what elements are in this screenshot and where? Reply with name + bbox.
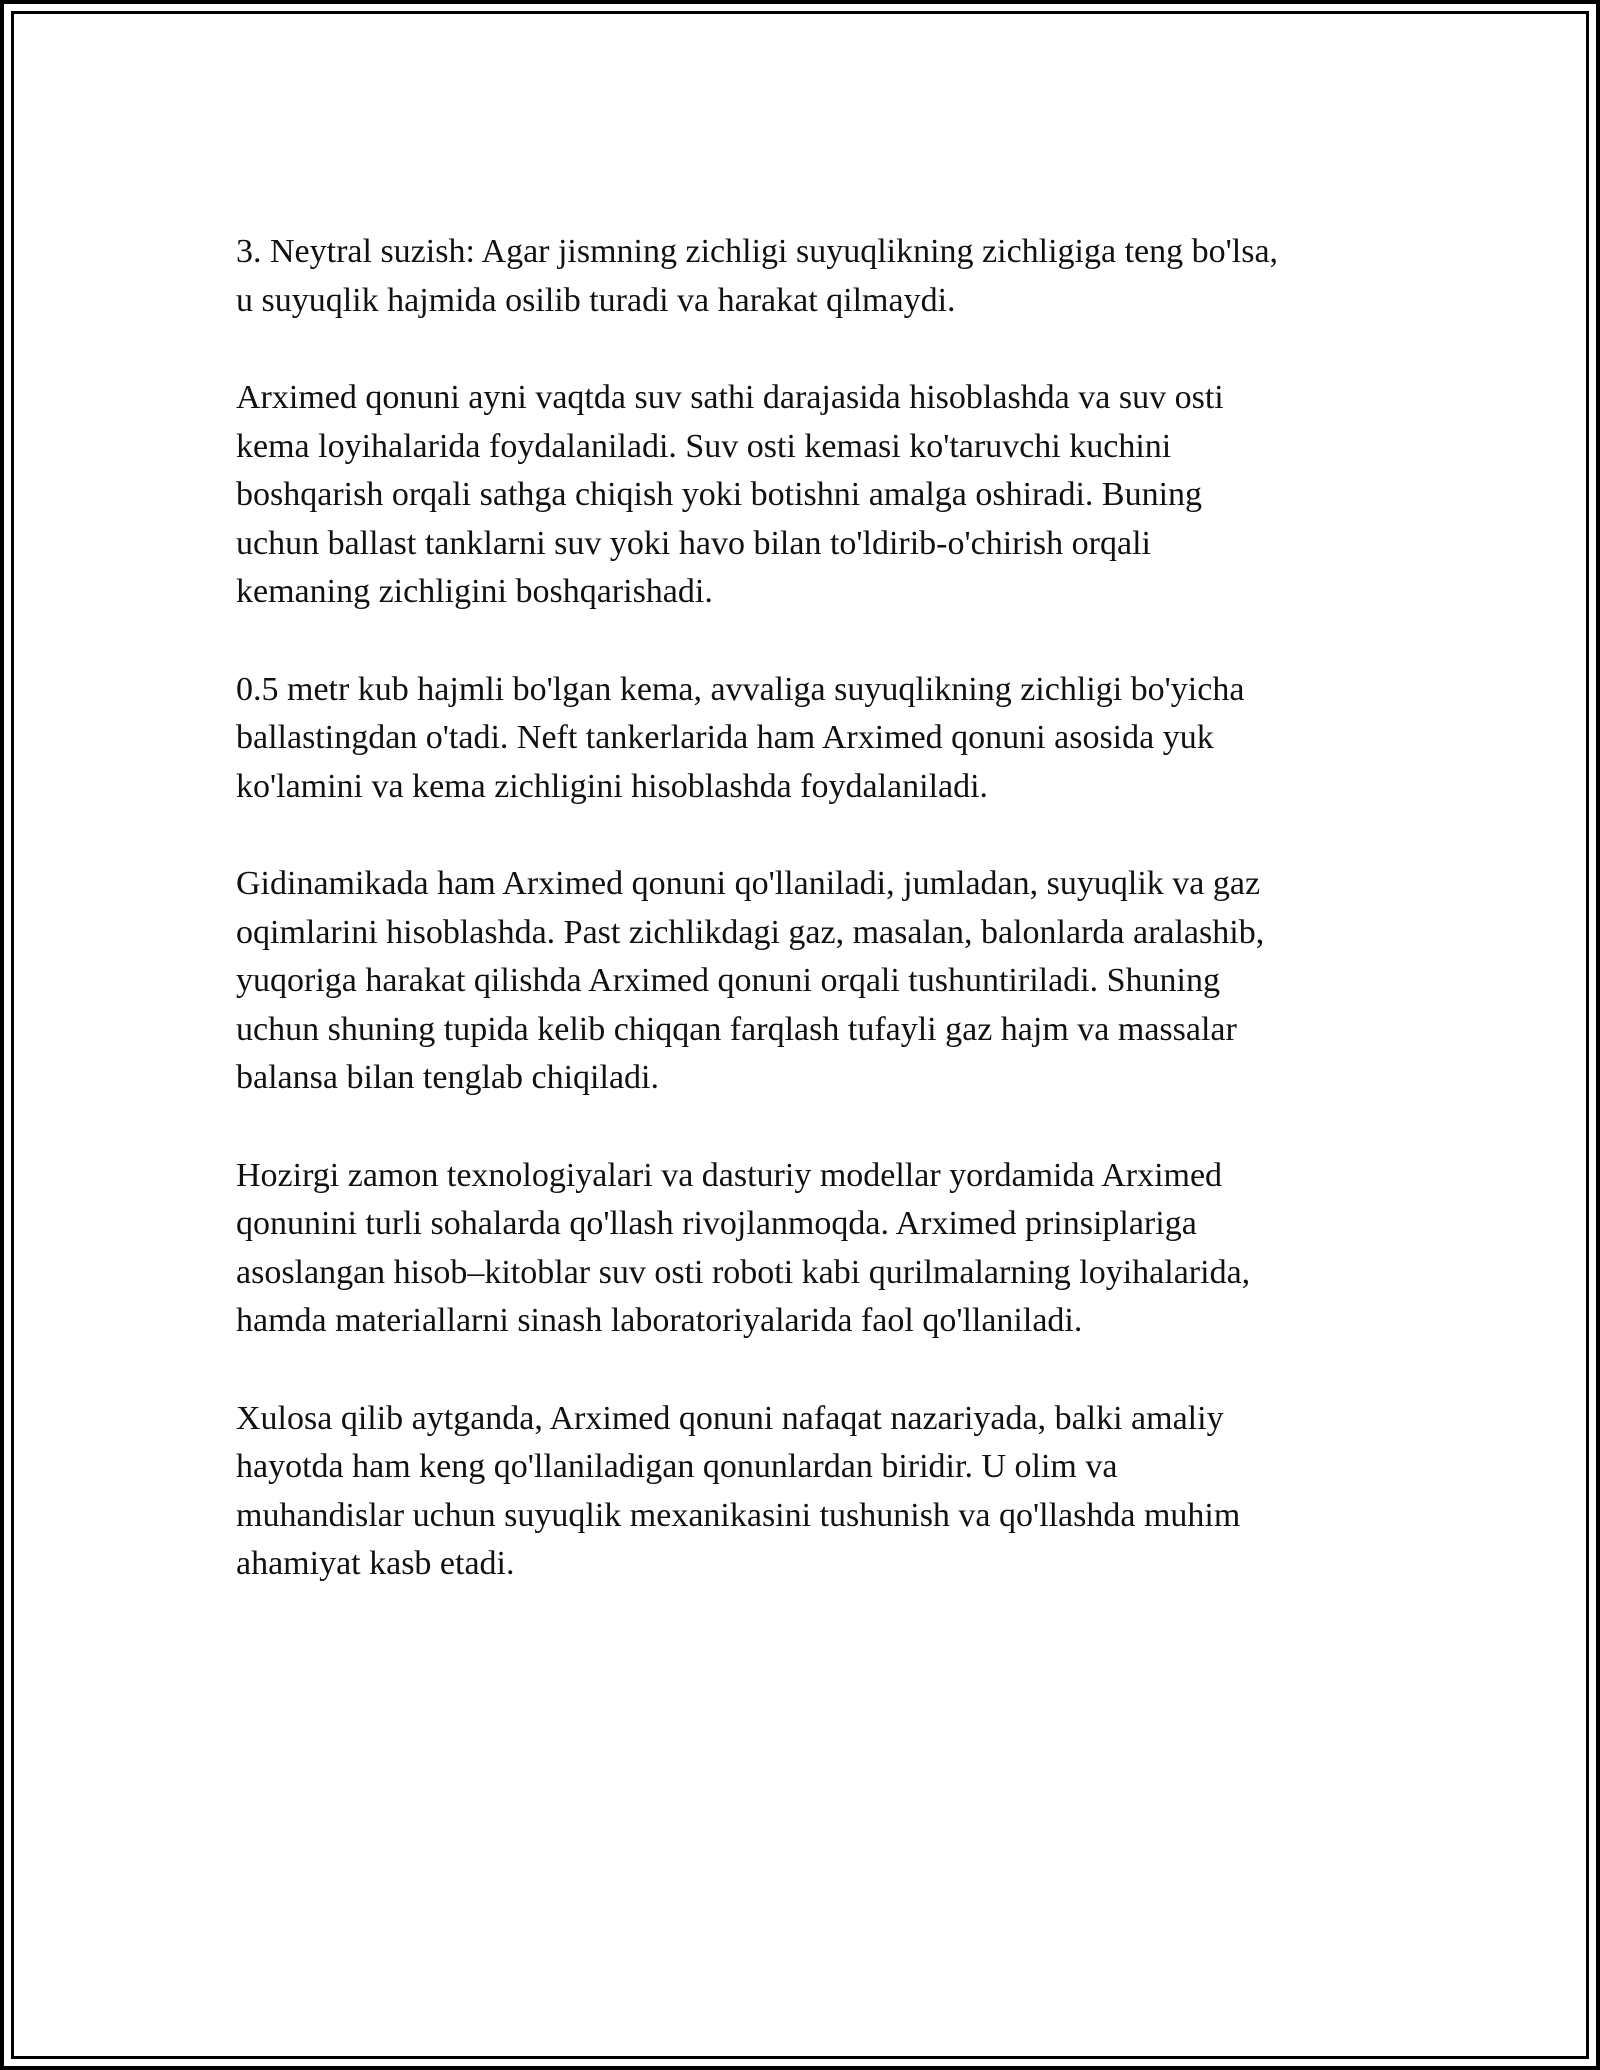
paragraph-modern-technology: Hozirgi zamon texnologiyalari va dasturiy modellar yordamida Arximed qonunini turli sohalarda qo'llash rivojlanmoqda. Arximed prinsiplariga asoslangan hisob–kitoblar suv osti roboti kabi qurilmalarning loyihalarida, hamda materiallarni sinash laboratoriyalarida faol qo'llaniladi. <box>236 1156 1251 1339</box>
document-body <box>236 228 1376 1638</box>
paragraph-submarine: Arximed qonuni ayni vaqtda suv sathi darajasida hisoblashda va suv osti kema loyihalarida foydalaniladi. Suv osti kemasi ko'taruvchi kuchini boshqarish orqali sathga chiqish yoki botishni amalga oshiradi. Buning uchun ballast tanklarni suv yoki havo bilan to'ldirib-o'chirish orqali kemaning zichligini boshqarishadi. <box>236 379 1224 610</box>
paragraph-ship-ballast: 0.5 metr kub hajmli bo'lgan kema, avvaliga suyuqlikning zichligi bo'yicha ballastingdan o'tadi. Neft tankerlarida ham Arximed qonuni asosida yuk ko'lamini va kema zichligini hisoblashda foydalaniladi. <box>236 670 1245 805</box>
paragraph-conclusion: Xulosa qilib aytganda, Arximed qonuni nafaqat nazariyada, balki amaliy hayotda ham keng qo'llaniladigan qonunlardan biridir. U olim va muhandislar uchun suyuqlik mexanikasini tushunish va qo'llashda muhim ahamiyat kasb etadi. <box>236 1399 1241 1582</box>
paragraph-hydrodynamics: Gidinamikada ham Arximed qonuni qo'llaniladi, jumladan, suyuqlik va gaz oqimlarini hisoblashda. Past zichlikdagi gaz, masalan, balonlarda aralashib, yuqoriga harakat qilishda Arximed qonuni orqali tushuntiriladi. Shuning uchun shuning tupida kelib chiqqan farqlash tufayli gaz hajm va massalar balansa bilan tenglab chiqiladi. <box>236 865 1265 1096</box>
paragraph-neutral-buoyancy: 3. Neytral suzish: Agar jismning zichligi suyuqlikning zichligiga teng bo'lsa, u suyuqlik hajmida osilib turadi va harakat qilmaydi. <box>236 233 1279 319</box>
